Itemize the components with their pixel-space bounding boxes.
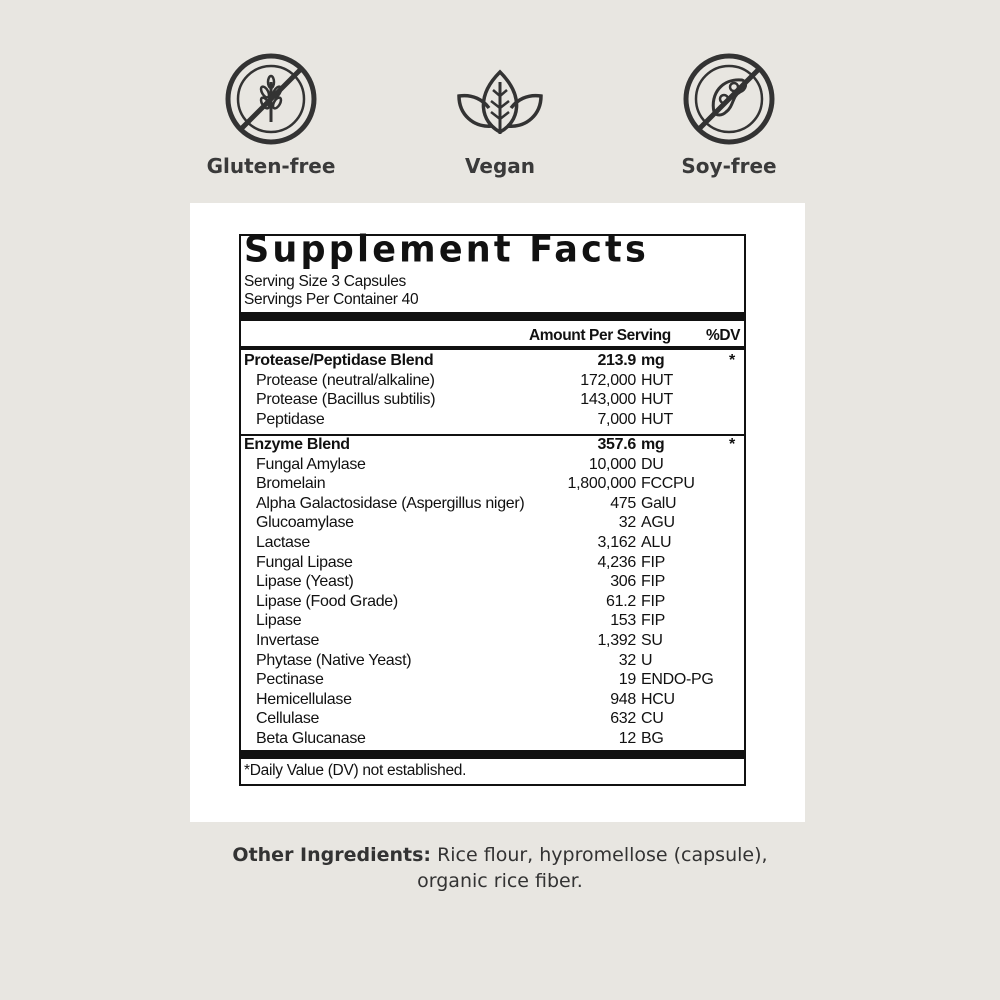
other-ingredients-text: Rice flour, hypromellose (capsule), xyxy=(431,844,768,866)
facts-row xyxy=(241,351,744,371)
servings-per-container: Servings Per Container 40 xyxy=(244,291,419,308)
facts-row xyxy=(241,572,744,592)
ingredient-unit: FIP xyxy=(641,573,665,591)
facts-row xyxy=(241,371,744,391)
ingredient-name: Protease (neutral/alkaline) xyxy=(256,371,435,389)
ingredient-unit: HCU xyxy=(641,690,675,708)
ingredient-name: Protease/Peptidase Blend xyxy=(244,352,434,369)
ingredient-unit: HUT xyxy=(641,391,673,409)
facts-row xyxy=(241,410,744,430)
supplement-facts-table xyxy=(239,229,746,786)
ingredient-unit: AGU xyxy=(641,514,675,532)
facts-row xyxy=(241,494,744,514)
ingredient-dv: * xyxy=(729,352,735,369)
ingredient-amount: 213.9 xyxy=(597,352,636,369)
ingredient-name: Peptidase xyxy=(256,410,325,428)
ingredient-amount: 12 xyxy=(618,730,636,747)
header-amount: Amount Per Serving xyxy=(529,327,671,344)
ingredient-unit: HUT xyxy=(641,371,673,389)
ingredient-name: Lactase xyxy=(256,534,310,551)
ingredient-unit: SU xyxy=(641,632,663,649)
divider-thick xyxy=(241,312,744,321)
ingredient-name: Invertase xyxy=(256,632,320,649)
facts-row xyxy=(241,690,744,710)
facts-row xyxy=(241,533,744,553)
ingredient-name: Pectinase xyxy=(256,671,324,689)
ingredient-name: Alpha Galactosidase (Aspergillus niger) xyxy=(256,494,525,512)
ingredient-unit: mg xyxy=(641,352,665,369)
facts-row xyxy=(241,513,744,533)
facts-row xyxy=(241,455,744,475)
ingredient-unit: DU xyxy=(641,455,664,473)
dietary-badges xyxy=(0,52,1000,192)
ingredient-amount: 306 xyxy=(610,573,636,591)
divider-thin xyxy=(241,434,744,436)
ingredient-amount: 10,000 xyxy=(588,455,636,473)
ingredient-unit: CU xyxy=(641,710,664,728)
ingredient-name: Protease (Bacillus subtilis) xyxy=(256,391,436,409)
facts-row xyxy=(241,435,744,455)
ingredient-amount: 1,800,000 xyxy=(567,475,636,493)
facts-row xyxy=(241,709,744,729)
ingredient-amount: 7,000 xyxy=(597,410,636,428)
ingredient-unit: mg xyxy=(641,436,665,453)
ingredient-amount: 3,162 xyxy=(597,534,636,551)
ingredient-amount: 1,392 xyxy=(597,632,636,649)
ingredient-unit: FCCPU xyxy=(641,475,695,493)
facts-row xyxy=(241,670,744,690)
facts-row xyxy=(241,390,744,410)
ingredient-unit: U xyxy=(641,651,653,669)
ingredient-name: Lipase xyxy=(256,612,302,630)
vegan-badge xyxy=(420,52,580,178)
ingredient-unit: FIP xyxy=(641,553,665,571)
badge-label: Vegan xyxy=(465,154,535,178)
gluten-free-badge xyxy=(191,52,351,178)
ingredient-amount: 172,000 xyxy=(580,371,636,389)
ingredient-unit: ENDO-PG xyxy=(641,671,714,689)
ingredient-amount: 32 xyxy=(618,514,636,532)
ingredient-unit: FIP xyxy=(641,612,665,630)
ingredient-name: Enzyme Blend xyxy=(244,436,350,453)
leaf-icon xyxy=(453,52,547,146)
ingredient-name: Fungal Lipase xyxy=(256,553,353,571)
ingredient-amount: 19 xyxy=(618,671,636,689)
ingredient-name: Beta Glucanase xyxy=(256,730,366,747)
ingredient-name: Lipase (Food Grade) xyxy=(256,592,398,610)
ingredient-name: Fungal Amylase xyxy=(256,455,366,473)
ingredient-unit: BG xyxy=(641,730,664,747)
ingredient-name: Glucoamylase xyxy=(256,514,354,532)
ingredient-name: Cellulase xyxy=(256,710,320,728)
soy-free-badge xyxy=(649,52,809,178)
ingredient-amount: 632 xyxy=(610,710,636,728)
ingredient-amount: 32 xyxy=(618,651,636,669)
no-wheat-icon xyxy=(224,52,318,146)
ingredient-amount: 475 xyxy=(610,494,636,512)
serving-size: Serving Size 3 Capsules xyxy=(244,273,406,290)
no-soy-icon xyxy=(682,52,776,146)
ingredient-amount: 4,236 xyxy=(597,553,636,571)
ingredient-unit: HUT xyxy=(641,410,673,428)
ingredient-amount: 61.2 xyxy=(606,592,636,610)
badge-label: Soy-free xyxy=(681,154,777,178)
facts-row xyxy=(241,611,744,631)
other-ingredients xyxy=(0,842,1000,894)
divider-medium xyxy=(241,346,744,350)
ingredient-amount: 143,000 xyxy=(580,391,636,409)
facts-row xyxy=(241,474,744,494)
supplement-facts-panel xyxy=(190,203,805,822)
facts-row xyxy=(241,729,744,749)
other-ingredients-text-2: organic rice fiber. xyxy=(417,870,583,892)
divider-thick-bottom xyxy=(241,750,744,759)
ingredient-amount: 357.6 xyxy=(597,436,636,453)
ingredient-name: Bromelain xyxy=(256,475,326,493)
ingredient-name: Hemicellulase xyxy=(256,690,352,708)
facts-row xyxy=(241,592,744,612)
facts-title: Supplement Facts xyxy=(244,229,649,271)
ingredient-name: Phytase (Native Yeast) xyxy=(256,651,412,669)
facts-row xyxy=(241,631,744,651)
ingredient-unit: FIP xyxy=(641,592,665,610)
badge-label: Gluten-free xyxy=(206,154,336,178)
other-ingredients-label: Other Ingredients: xyxy=(232,844,432,866)
ingredient-amount: 948 xyxy=(610,690,636,708)
ingredient-amount: 153 xyxy=(610,612,636,630)
ingredient-unit: GalU xyxy=(641,494,677,512)
ingredient-name: Lipase (Yeast) xyxy=(256,573,354,591)
ingredient-dv: * xyxy=(729,436,735,453)
facts-row xyxy=(241,651,744,671)
ingredient-unit: ALU xyxy=(641,534,672,551)
header-dv: %DV xyxy=(706,327,741,344)
facts-row xyxy=(241,553,744,573)
footnote: *Daily Value (DV) not established. xyxy=(244,762,467,779)
